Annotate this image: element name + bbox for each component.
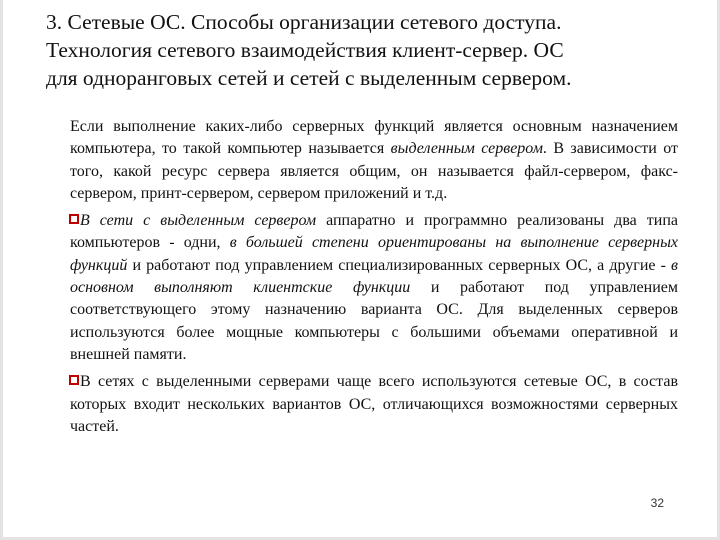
title-line-1: 3. Сетевые ОС. Способы организации сетевого доступа. bbox=[46, 10, 562, 34]
paragraph-text: . В зависимости от того, какой ресурс сервера является общим, он называется файл-сервером, факс-сервером, принт-сервером, сервером приложений и т.д. bbox=[70, 140, 678, 202]
bullet-square-icon bbox=[69, 375, 79, 385]
paragraph-text: В сетях с выделенными серверами чаще всего используются сетевые ОС, в состав которых входит нескольких вариантов ОС, отличающихся возможностями серверных частей. bbox=[70, 373, 678, 435]
paragraph-text: аппаратно и программно реализованы два типа компьютеров - одни, bbox=[70, 212, 678, 252]
paragraph-text: Если выполнение каких-либо серверных функций является основным назначением компьютера, то такой компьютер называется bbox=[70, 118, 678, 158]
paragraph-emphasis: в большей степени ориентированы на выполнение серверных функций bbox=[70, 234, 679, 274]
paragraph-dedicated-server bbox=[70, 116, 678, 205]
paragraph-emphasis: в основном выполняют клиентские функции bbox=[70, 256, 678, 297]
paragraph-text: и работают под управлением соответствующего этому назначению варианта ОС. Для выделенных серверов используются более мощные компьютеры с большими объемами оперативной и внешней памяти. bbox=[70, 279, 678, 363]
title-line-2: Технология сетевого взаимодействия клиент-сервер. ОС bbox=[46, 38, 564, 62]
paragraph-emphasis: В сети с выделенным сервером bbox=[80, 212, 317, 230]
slide-body bbox=[70, 116, 678, 438]
page-number: 32 bbox=[650, 496, 664, 510]
paragraph-text: и работают под управлением специализированных серверных ОС, а другие - bbox=[127, 256, 672, 274]
paragraph-network-os bbox=[70, 371, 678, 438]
bullet-square-icon bbox=[69, 214, 79, 224]
paragraph-server-network bbox=[70, 210, 678, 366]
title-line-3: для одноранговых сетей и сетей с выделенным сервером. bbox=[46, 66, 572, 90]
paragraph-emphasis: выделенным сервером bbox=[390, 140, 543, 158]
slide-title bbox=[46, 8, 686, 92]
